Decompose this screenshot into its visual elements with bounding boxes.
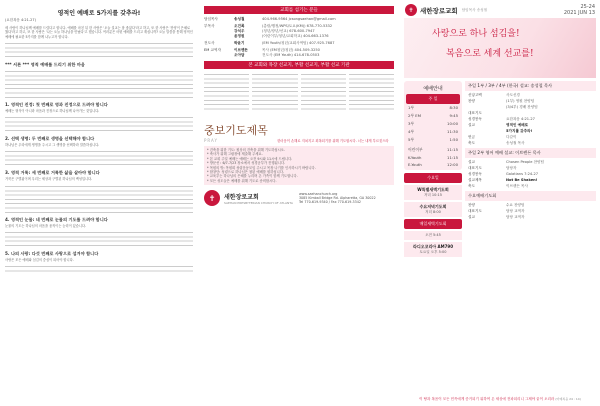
- youth-service-row: E-Youth 12:00: [408, 162, 458, 167]
- notice-list: [204, 146, 394, 185]
- sermon-section-title: 3. 영적 거룩: 세 번째로 거룩한 삶을 살아야 합니다: [5, 170, 100, 176]
- wednesday-item: 수요저녁기도회 저녁 8:00: [404, 202, 462, 217]
- footer-church-name: 새한장로교회: [224, 193, 259, 201]
- notice-item: * 모든 성도들은 예배를 위해 기도로 준비합시다.: [207, 178, 277, 183]
- text-block: [5, 264, 193, 274]
- sermon-section-main: *** 서론 *** 영적 예배를 드리기 위한 마음: [5, 61, 85, 67]
- church-logo-icon: ✝: [204, 190, 220, 206]
- staff-role: EM 교역자: [204, 48, 221, 52]
- order-section-head: 주일 1부 / 3부 / 4부 (한국) 설교: 송성철 목사: [465, 81, 596, 91]
- staff-name: 오아담: [234, 53, 245, 57]
- issue-number: 25-24: [580, 4, 595, 10]
- worship-info-column: [404, 81, 462, 259]
- text-block: [5, 149, 193, 167]
- cover-header: [400, 0, 600, 18]
- notice-item: * 목원의 방: 목원회 성령운동모임 주시고 목장 나기를 인사하시기 바랍니다.: [207, 165, 316, 170]
- sermon-section: [5, 102, 193, 133]
- sermon-section-body: 하나님은 우리에게 생명을 주시고 그 생명을 선택하라 말씀하십니다.: [5, 143, 100, 148]
- order-section-head: 주일 2부 영어 예배 설교: 이브렌든 목사: [465, 148, 596, 158]
- order-section: 주일 2부 영어 예배 설교: 이브렌든 목사 설교 Chosen People 찬양팀 대표기도 담당자 성경봉독 Galatians 7:24-27 설교제목 Not Be Shaken! 축도 이브렌든 목사: [465, 148, 596, 189]
- text-block: [5, 41, 193, 59]
- sermon-section-body: 예배는 형식이 아니라 마음과 진정으로 하나님께 나아가는 것입니다.: [5, 108, 100, 113]
- text-block: [204, 72, 249, 112]
- youth-service-row: K-Youth 11:15: [408, 155, 458, 160]
- staff-row: [204, 47, 394, 59]
- staff-contact: 전도사 (EM Youth) 414-678-0503: [262, 53, 320, 57]
- church-name: 새한장로교회: [420, 6, 458, 15]
- notice-item: * 본 교회 주일 예배는 예배는 오전 9시와 11시에 드립니다.: [207, 156, 293, 161]
- radio-broadcast: 라디오코리아 AM790 토요일 오후 5:00: [404, 242, 462, 257]
- text-block: [349, 72, 394, 112]
- sermon-title: 영적인 예배로 5가지를 갖추라!: [57, 10, 141, 17]
- order-section: 수요예배기도회 찬양 수요 찬양팀 대표기도 담당 교역자 설교 담당 교역자: [465, 191, 596, 220]
- notice-item: * 방문선 : 6/7-7/23 장소에서 성경공부가 진행됩니다.: [207, 161, 286, 166]
- staff-row: [204, 23, 394, 40]
- hero-banner: [404, 18, 596, 78]
- youth-service-row: 어린이부 11:15: [408, 147, 458, 152]
- prayer-note: 한마음이 손해로 지쳐지고 회복되기를 위해 기도합시다. 너는 내게 부르짖으라: [277, 138, 389, 143]
- staff-role: 전도사: [204, 41, 215, 45]
- scripture-text: 이 땅과 복음이 모든 민족에게 증거되기 위하여 온 세상에 전파되리니 그제야 끝이 오리라: [419, 397, 555, 401]
- dawn-prayer-time: 오전 5:45: [404, 231, 462, 240]
- sermon-section-body: 거룩은 구별됨이며 우리는 세상과 구별된 하나님의 백성입니다.: [5, 177, 93, 182]
- staff-contact: (어린이부/청년/교회학교) 404-663-1376: [262, 34, 329, 38]
- staff-role: 부목사: [204, 24, 215, 28]
- text-block: [5, 230, 193, 248]
- sermon-section-title: 5. 나의 사랑: 다섯 번째로 사랑으로 섬겨야 합니다: [5, 251, 99, 257]
- service-row: 4부 11:30: [408, 129, 458, 134]
- scripture-footer: [404, 397, 596, 402]
- hero-motto-1: 사랑으로 하나 섬김을!: [432, 29, 520, 39]
- sermon-reference: (요한복음 4:21-27): [5, 18, 36, 22]
- staff-contact: 목사 (EM청년/청년) 404-509-3250: [262, 48, 320, 52]
- text-block: [5, 69, 193, 99]
- footer-website[interactable]: www.saehanchurch.org: [298, 191, 338, 196]
- footer-phone: Tel 770-619-9340 / Fax 770-619-3342: [298, 200, 361, 205]
- order-section-head: 수요예배기도회: [465, 191, 596, 201]
- sermon-section-body: 사랑은 모든 예배와 섬김의 중심이 되어야 합니다.: [5, 258, 74, 263]
- service-row: 3부 10:00: [408, 121, 458, 126]
- text-block: [5, 184, 193, 214]
- prayer-subtitle: PRAY: [204, 138, 218, 143]
- staff-name: 오건록: [234, 24, 245, 28]
- text-block: [5, 115, 193, 133]
- sermon-section-title: 2. 선택 생명: 두 번째로 생명을 선택해야 합니다: [5, 136, 95, 142]
- scripture-ref: (마태복음 24 : 14): [555, 397, 581, 401]
- mission-list: [204, 72, 394, 114]
- notice-item: * 교육부는 하나님의 은혜를 누리며 온 가족이 함께 기도합니다.: [207, 174, 298, 179]
- sermon-section: [5, 170, 193, 213]
- dawn-prayer-label: 매일새벽기도회: [404, 219, 462, 229]
- service-row: 2부 EM 9:45: [408, 113, 458, 118]
- notice-item: * 축사가 위해 그림장에 제출해 주세요.: [207, 152, 263, 157]
- sermon-section-title: 4. 영적인 눈물: 네 번째로 눈물의 기도를 드려야 합니다: [5, 216, 108, 222]
- worship-schedule-title: 예배안내: [423, 86, 443, 92]
- sermon-section-body: 눈물의 기도는 하나님의 마음을 움직이는 능력이 있습니다.: [5, 223, 86, 228]
- sermon-section: [5, 217, 193, 248]
- text-block: [252, 72, 297, 112]
- church-info-panel: [200, 0, 398, 406]
- sermon-intro: 세 사람이 하나님께 예배를 드렸다고 합니다. 예배를 마친 뒤 한 사람은 '오늘 설교는 참 좋았다'라고 하고, 또 한 사람은 '찬양이 은혜로웠다'라고 하고, 또 한 사람은 '나는 오늘 하나님을 만났다'고 했습니다. 여러분은 어떤 예배를 드리고 계십니까? 오늘 말씀을 통해 영적인 예배에 필요한 5가지를 함께 나누고자 합니다.: [5, 26, 193, 39]
- service-row: 5부 1:50: [408, 137, 458, 142]
- church-logo-icon: ✝: [405, 4, 417, 16]
- staff-name: 강석우: [234, 29, 245, 33]
- cover-panel: [400, 0, 600, 406]
- church-footer: [204, 190, 394, 206]
- staff-contact: (총괄/행정/WPS/토요(KM)) 678-770-5332: [262, 24, 333, 28]
- notice-item: * 건축을 위한 기도: 원상의 건축을 위해 기도하십시오.: [207, 148, 286, 152]
- sermon-section-title: 1. 영적인 진정: 첫 번째로 영과 진정으로 드려야 합니다: [5, 101, 108, 107]
- sermon-section: [5, 251, 193, 274]
- service-order-column: [465, 81, 596, 259]
- footer-church-english: SAEHAN PRESBYTERIAN CHURCH OF ATLANTA: [224, 200, 293, 205]
- staff-name: 박윤기: [234, 41, 245, 45]
- staff-name: 이브렌든: [234, 48, 248, 52]
- text-block: [301, 72, 346, 112]
- mission-list-header: 본 교회와 목장 선교지, 부활 선교지, 부활 선교 기관: [204, 61, 394, 69]
- staff-header: 교회를 섬기는 분들: [204, 6, 394, 14]
- footer-address: 3085 Kimball Bridge Rd. Alpharetta, GA 30022: [298, 196, 376, 201]
- order-section: 주일 1부 / 3부 / 4부 (한국) 설교: 송성철 목사 신앙고백 사도신경 찬양 (1부) 영원 찬양팀 (3/4부) 경배 찬양팀 대표기도 성경봉독 요한복음 4:21-27 설교 영적인 예배로 5가지를 갖추라! 헌금 다같이 축도 송성철 목사: [465, 81, 596, 146]
- staff-contact[interactable]: 404-966-9564 jcsongsaehan@gmail.com: [262, 17, 336, 21]
- service-row: 1부 8:30: [408, 105, 458, 110]
- worship-schedule-box: [404, 81, 462, 170]
- wednesday-item: W특별새벽기도회 저녁 10:15: [404, 185, 462, 200]
- notice-item: * 합창단: 성령으로 하나님은 참된 예배를 원하십니다.: [207, 170, 284, 175]
- staff-name: 송성철: [234, 17, 245, 21]
- wednesday-label: 수요일: [404, 173, 462, 183]
- staff-role: 담임목사: [204, 17, 218, 21]
- sermon-section: [5, 136, 193, 167]
- prayer-title: 중보기도제목: [204, 124, 268, 137]
- staff-contact: (EM Youth/청년/교회사역팀) 407-925-7687: [262, 41, 335, 45]
- staff-row: [204, 16, 394, 23]
- staff-name: 윤정원: [234, 34, 245, 38]
- staff-row: [204, 40, 394, 47]
- sermon-panel: [0, 0, 198, 406]
- sunday-label: 주 일: [406, 94, 460, 104]
- staff-contact: (청년/장년/선교) 678-600-7947: [262, 29, 315, 33]
- hero-motto-2: 복음으로 세계 선교를!: [446, 49, 534, 59]
- issue-date: 2021 JUN 13: [563, 10, 595, 16]
- pastor-name: 담임목사 송성철: [461, 7, 488, 12]
